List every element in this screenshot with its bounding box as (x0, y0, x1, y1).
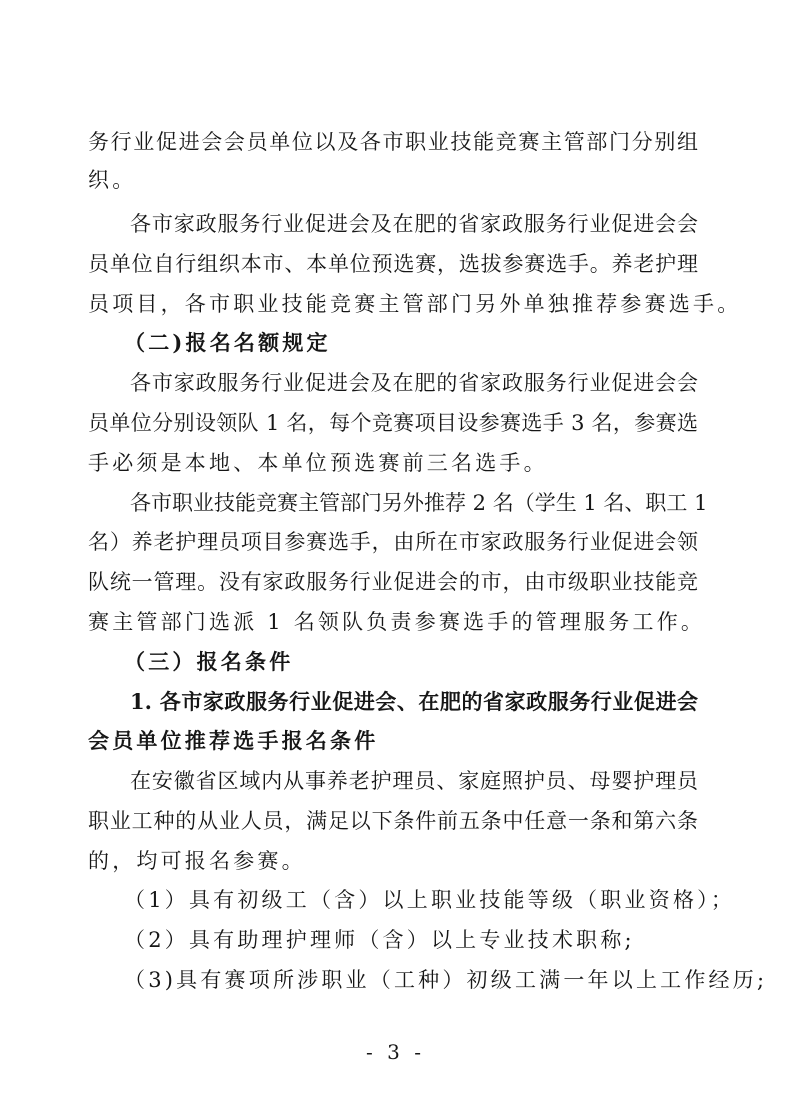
body-line-12: 队统一管理。没有家政服务行业促进会的市，由市级职业技能竞 (88, 570, 698, 594)
body-line-10: 各市职业技能竞赛主管部门另外推荐 2 名（学生 1 名、职工 1 (130, 491, 708, 515)
body-line-4: 员单位自行组织本市、本单位预选赛，选拔参赛选手。养老护理 (88, 252, 698, 276)
body-line-7: 各市家政服务行业促进会及在肥的省家政服务行业促进会会 (130, 371, 698, 395)
condition-item-2: （2）具有助理护理师（含）以上专业技术职称; (124, 928, 635, 952)
body-line-11: 名）养老护理员项目参赛选手，由所在市家政服务行业促进会领 (88, 530, 698, 554)
body-line-9: 手必须是本地、本单位预选赛前三名选手。 (88, 451, 548, 475)
body-line-13: 赛主管部门选派 1 名领队负责参赛选手的管理服务工作。 (88, 610, 706, 634)
page-number: - 3 - (366, 1040, 425, 1064)
body-line-5: 员项目，各市职业技能竞赛主管部门另外单独推荐参赛选手。 (88, 292, 742, 316)
body-line-2: 织。 (88, 168, 137, 192)
body-line-3: 各市家政服务行业促进会及在肥的省家政服务行业促进会会 (130, 212, 698, 236)
body-line-18: 职业工种的从业人员，满足以下条件前五条中任意一条和第六条 (88, 809, 698, 833)
body-line-8: 员单位分别设领队 1 名，每个竞赛项目设参赛选手 3 名，参赛选 (88, 411, 698, 435)
subsection-heading-line-2: 会员单位推荐选手报名条件 (88, 728, 379, 753)
body-line-1: 务行业促进会会员单位以及各市职业技能竞赛主管部门分别组 (88, 130, 698, 154)
condition-item-1: （1）具有初级工（含）以上职业技能等级（职业资格）； (124, 888, 736, 912)
section-heading-2: （二)报名名额规定 (124, 330, 331, 355)
section-heading-3: （三）报名条件 (124, 649, 294, 674)
body-line-17: 在安徽省区域内从事养老护理员、家庭照护员、母婴护理员 (130, 769, 698, 793)
subsection-heading-line-1: 1. 各市家政服务行业促进会、在肥的省家政服务行业促进会 (130, 689, 698, 714)
condition-item-3: （3)具有赛项所涉职业（工种）初级工满一年以上工作经历; (124, 968, 768, 992)
body-line-19: 的，均可报名参赛。 (88, 849, 306, 873)
